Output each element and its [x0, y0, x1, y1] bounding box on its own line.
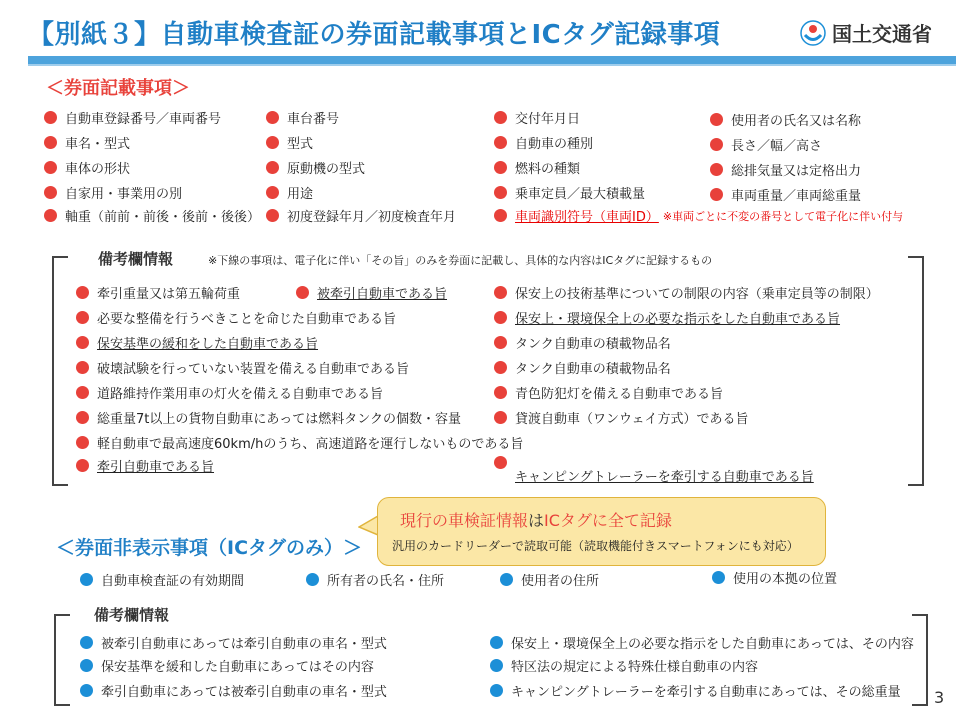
list-item: 貸渡自動車（ワンウェイ方式）である旨 [494, 408, 748, 427]
bullet-icon [44, 111, 57, 124]
bullet-icon [76, 459, 89, 472]
bullet-icon [494, 111, 507, 124]
bullet-icon [494, 411, 507, 424]
bullet-icon [494, 336, 507, 349]
list-item: 道路維持作業用車の灯火を備える自動車である旨 [76, 383, 383, 402]
list-item: 燃料の種類 [494, 158, 580, 177]
list-item: タンク自動車の積載物品名 [494, 333, 671, 352]
bullet-icon [266, 209, 279, 222]
list-item: 自家用・事業用の別 [44, 183, 182, 202]
bullet-icon [76, 436, 89, 449]
bullet-icon [494, 456, 507, 469]
list-item: 青色防犯灯を備える自動車である旨 [494, 383, 723, 402]
mlit-logo [800, 18, 932, 47]
title-divider [28, 56, 956, 64]
bullet-icon [266, 161, 279, 174]
list-item: 牽引自動車にあっては被牽引自動車の車名・型式 [80, 681, 387, 700]
list-item: 車名・型式 [44, 133, 130, 152]
bullet-icon [44, 161, 57, 174]
bullet-icon [494, 161, 507, 174]
section-heading-card-items: ＜券面記載事項＞ [46, 78, 190, 99]
list-item-vehicle-id: 車両識別符号（車両ID） ※車両ごとに不変の番号として電子化に伴い付与 [494, 206, 903, 225]
list-item: 牽引自動車である旨 [76, 456, 214, 475]
list-item: 自動車検査証の有効期間 [80, 570, 244, 589]
section-heading-ic-only: ＜券面非表示事項（ICタグのみ）＞ [56, 537, 363, 559]
list-item: キャンピングトレーラーを牽引する自動車である旨 [494, 456, 814, 485]
list-item: 軽自動車で最高速度60km/hのうち、高速道路を運行しないものである旨 [76, 433, 523, 452]
list-item: 長さ／幅／高さ [710, 135, 822, 154]
mlit-emblem-icon [800, 20, 826, 46]
list-item: 車台番号 [266, 108, 339, 127]
list-item: 総排気量又は定格出力 [710, 160, 861, 179]
list-item: 被牽引自動車にあっては牽引自動車の車名・型式 [80, 633, 387, 652]
bullet-icon [80, 573, 93, 586]
callout-headline: 現行の車検証情報はICタグに全て記録 [400, 511, 672, 530]
bullet-icon [76, 311, 89, 324]
list-item: 保安基準の緩和をした自動車である旨 [76, 333, 318, 352]
list-item: 原動機の型式 [266, 158, 365, 177]
list-item: キャンピングトレーラーを牽引する自動車にあっては、その総重量 [490, 681, 901, 700]
list-item: 車体の形状 [44, 158, 130, 177]
list-item: 自動車登録番号／車両番号 [44, 108, 221, 127]
bullet-icon [80, 684, 93, 697]
bullet-icon [710, 113, 723, 126]
list-item: 被牽引自動車である旨 [296, 283, 447, 302]
remarks-heading: 備考欄情報 [98, 250, 174, 268]
bullet-icon [494, 209, 507, 222]
remarks-heading: 備考欄情報 [94, 606, 170, 624]
bullet-icon [80, 636, 93, 649]
list-item: 破壊試験を行っていない装置を備える自動車である旨 [76, 358, 409, 377]
bullet-icon [490, 684, 503, 697]
bullet-icon [266, 111, 279, 124]
bullet-icon [712, 571, 725, 584]
bullet-icon [266, 186, 279, 199]
bullet-icon [296, 286, 309, 299]
page-title: 【別紙３】自動車検査証の券面記載事項とICタグ記録事項 [28, 20, 721, 50]
bullet-icon [76, 286, 89, 299]
bracket-right [912, 614, 928, 706]
bracket-left [52, 256, 68, 486]
list-item: 保安上の技術基準についての制限の内容（乗車定員等の制限） [494, 283, 879, 302]
list-item: 型式 [266, 133, 313, 152]
list-item: 自動車の種別 [494, 133, 593, 152]
bullet-icon [76, 386, 89, 399]
bullet-icon [494, 386, 507, 399]
list-item: 所有者の氏名・住所 [306, 570, 444, 589]
bullet-icon [490, 659, 503, 672]
bullet-icon [44, 186, 57, 199]
bullet-icon [266, 136, 279, 149]
bracket-left [54, 614, 70, 706]
bullet-icon [76, 336, 89, 349]
list-item: 牽引重量又は第五輪荷重 [76, 283, 240, 302]
list-item: 使用者の住所 [500, 570, 599, 589]
bullet-icon [76, 411, 89, 424]
bullet-icon [500, 573, 513, 586]
bullet-icon [76, 361, 89, 374]
vehicle-id-note: ※車両ごとに不変の番号として電子化に伴い付与 [662, 209, 904, 223]
bullet-icon [80, 659, 93, 672]
bullet-icon [44, 136, 57, 149]
list-item: 保安上・環境保全上の必要な指示をした自動車にあっては、その内容 [490, 633, 914, 652]
page-number: 3 [934, 688, 945, 707]
list-item: 軸重（前前・前後・後前・後後） [44, 206, 260, 225]
bullet-icon [490, 636, 503, 649]
list-item: 使用者の氏名又は名称 [710, 110, 861, 129]
callout-subtext: 汎用のカードリーダーで読取可能（読取機能付きスマートフォンにも対応） [392, 539, 799, 553]
list-item: 総重量7t以上の貨物自動車にあっては燃料タンクの個数・容量 [76, 408, 461, 427]
list-item: 交付年月日 [494, 108, 580, 127]
bullet-icon [710, 188, 723, 201]
bullet-icon [710, 138, 723, 151]
bullet-icon [494, 286, 507, 299]
bullet-icon [494, 186, 507, 199]
list-item: 必要な整備を行うべきことを命じた自動車である旨 [76, 308, 396, 327]
list-item: 初度登録年月／初度検査年月 [266, 206, 456, 225]
bullet-icon [494, 311, 507, 324]
list-item: 保安上・環境保全上の必要な指示をした自動車である旨 [494, 308, 840, 327]
list-item: 使用の本拠の位置 [712, 568, 837, 587]
bullet-icon [494, 136, 507, 149]
bullet-icon [44, 209, 57, 222]
bracket-right [908, 256, 924, 486]
list-item: 車両重量／車両総重量 [710, 185, 861, 204]
logo-text: 国土交通省 [832, 22, 932, 46]
remarks-note: ※下線の事項は、電子化に伴い「その旨」のみを券面に記載し、具体的な内容はICタグに記録するもの [208, 254, 713, 267]
list-item: 用途 [266, 183, 313, 202]
list-item: 保安基準を緩和した自動車にあってはその内容 [80, 656, 374, 675]
list-item: タンク自動車の積載物品名 [494, 358, 671, 377]
list-item: 乗車定員／最大積載量 [494, 183, 645, 202]
bullet-icon [306, 573, 319, 586]
list-item: 特区法の規定による特殊仕様自動車の内容 [490, 656, 758, 675]
bullet-icon [494, 361, 507, 374]
bullet-icon [710, 163, 723, 176]
